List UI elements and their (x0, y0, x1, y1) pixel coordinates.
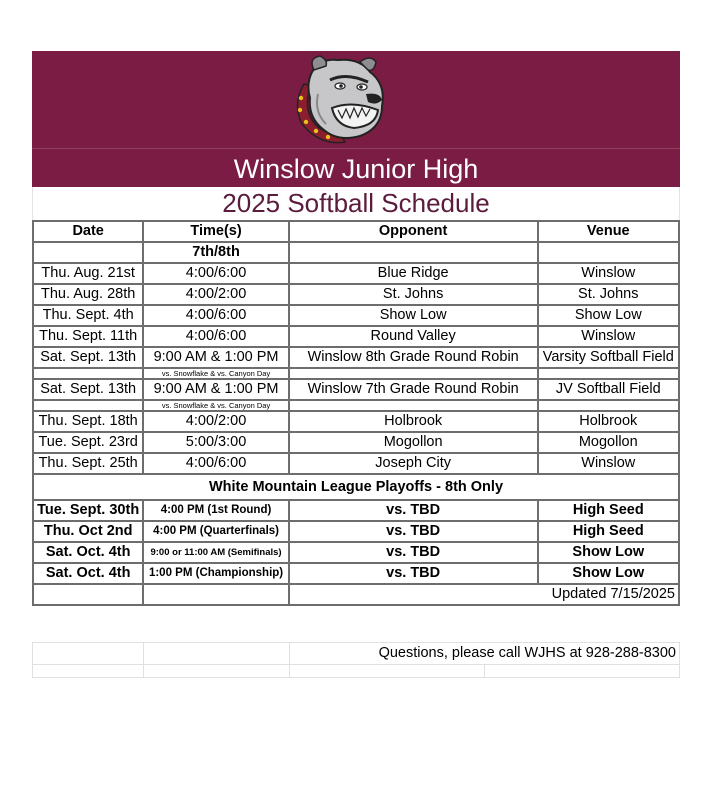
table-subheader-row (33, 242, 679, 263)
game-venue: Winslow (538, 453, 679, 474)
banner-divider (32, 148, 680, 149)
bulldog-mascot-icon (290, 54, 390, 146)
time-subheader: 7th/8th (143, 242, 288, 263)
updated-date: Updated 7/15/2025 (289, 584, 679, 605)
playoff-row (33, 521, 679, 542)
game-venue: Holbrook (538, 411, 679, 432)
game-time: 4:00/2:00 (143, 411, 288, 432)
table-row (33, 379, 679, 400)
playoff-time: 1:00 PM (Championship) (143, 563, 288, 584)
footer-table (32, 642, 680, 678)
questions-row (33, 643, 680, 665)
table-cell (290, 665, 485, 678)
game-date: Thu. Sept. 25th (33, 453, 143, 474)
game-opponent: Winslow 8th Grade Round Robin (289, 347, 538, 368)
schedule-title: 2025 Softball Schedule (32, 187, 680, 220)
game-time: 9:00 AM & 1:00 PM (143, 379, 288, 400)
table-cell (144, 665, 290, 678)
playoff-date: Sat. Oct. 4th (33, 563, 143, 584)
game-time: 5:00/3:00 (143, 432, 288, 453)
game-date: Sat. Sept. 13th (33, 347, 143, 368)
table-cell (289, 368, 538, 379)
playoff-opponent: vs. TBD (289, 521, 538, 542)
table-cell (144, 643, 290, 665)
playoff-time: 9:00 or 11:00 AM (Semifinals) (143, 542, 288, 563)
col-header-time: Time(s) (143, 221, 288, 242)
playoff-date: Sat. Oct. 4th (33, 542, 143, 563)
table-cell (538, 242, 679, 263)
game-note: vs. Snowflake & vs. Canyon Day (143, 400, 288, 411)
playoff-time: 4:00 PM (1st Round) (143, 500, 288, 521)
table-row (33, 347, 679, 368)
table-row (33, 326, 679, 347)
schedule-table (32, 220, 680, 606)
table-cell (143, 584, 288, 605)
playoffs-title-row (33, 474, 679, 500)
table-row (33, 411, 679, 432)
playoff-row (33, 542, 679, 563)
table-cell (33, 242, 143, 263)
game-opponent: Holbrook (289, 411, 538, 432)
game-time: 4:00/2:00 (143, 284, 288, 305)
table-row (33, 305, 679, 326)
game-opponent: Mogollon (289, 432, 538, 453)
col-header-date: Date (33, 221, 143, 242)
col-header-venue: Venue (538, 221, 679, 242)
playoff-row (33, 563, 679, 584)
table-cell (538, 400, 679, 411)
game-venue: JV Softball Field (538, 379, 679, 400)
game-opponent: Joseph City (289, 453, 538, 474)
game-venue: Winslow (538, 263, 679, 284)
game-opponent: Blue Ridge (289, 263, 538, 284)
school-name: Winslow Junior High (233, 154, 479, 184)
table-cell (485, 665, 680, 678)
blank-row (33, 665, 680, 678)
table-cell (33, 665, 144, 678)
game-opponent: Show Low (289, 305, 538, 326)
game-date: Thu. Sept. 4th (33, 305, 143, 326)
game-venue: Mogollon (538, 432, 679, 453)
playoff-date: Thu. Oct 2nd (33, 521, 143, 542)
playoff-venue: High Seed (538, 521, 679, 542)
game-date: Thu. Sept. 18th (33, 411, 143, 432)
game-date: Thu. Aug. 21st (33, 263, 143, 284)
table-row (33, 432, 679, 453)
table-row (33, 453, 679, 474)
playoff-opponent: vs. TBD (289, 542, 538, 563)
game-time: 4:00/6:00 (143, 263, 288, 284)
game-date: Tue. Sept. 23rd (33, 432, 143, 453)
game-venue: Winslow (538, 326, 679, 347)
game-time: 9:00 AM & 1:00 PM (143, 347, 288, 368)
game-date: Thu. Aug. 28th (33, 284, 143, 305)
playoff-opponent: vs. TBD (289, 500, 538, 521)
table-cell (33, 368, 143, 379)
game-date: Thu. Sept. 11th (33, 326, 143, 347)
table-note-row (33, 400, 679, 411)
game-time: 4:00/6:00 (143, 326, 288, 347)
table-cell (33, 643, 144, 665)
game-opponent: Winslow 7th Grade Round Robin (289, 379, 538, 400)
game-venue: St. Johns (538, 284, 679, 305)
game-opponent: Round Valley (289, 326, 538, 347)
col-header-opponent: Opponent (289, 221, 538, 242)
playoff-venue: Show Low (538, 542, 679, 563)
updated-row (33, 584, 679, 605)
table-note-row (33, 368, 679, 379)
table-cell (33, 584, 143, 605)
game-date: Sat. Sept. 13th (33, 379, 143, 400)
table-header-row (33, 221, 679, 242)
game-opponent: St. Johns (289, 284, 538, 305)
header-banner (32, 51, 680, 187)
playoff-venue: High Seed (538, 500, 679, 521)
table-cell (538, 368, 679, 379)
table-cell (289, 400, 538, 411)
table-cell (33, 400, 143, 411)
playoffs-title: White Mountain League Playoffs - 8th Only (33, 474, 679, 500)
playoff-venue: Show Low (538, 563, 679, 584)
table-cell (289, 242, 538, 263)
game-venue: Show Low (538, 305, 679, 326)
game-time: 4:00/6:00 (143, 305, 288, 326)
playoff-row (33, 500, 679, 521)
table-row (33, 284, 679, 305)
table-row (33, 263, 679, 284)
game-time: 4:00/6:00 (143, 453, 288, 474)
playoff-date: Tue. Sept. 30th (33, 500, 143, 521)
playoff-time: 4:00 PM (Quarterfinals) (143, 521, 288, 542)
game-venue: Varsity Softball Field (538, 347, 679, 368)
questions-contact: Questions, please call WJHS at 928-288-8300 (290, 643, 680, 665)
playoff-opponent: vs. TBD (289, 563, 538, 584)
game-note: vs. Snowflake & vs. Canyon Day (143, 368, 288, 379)
